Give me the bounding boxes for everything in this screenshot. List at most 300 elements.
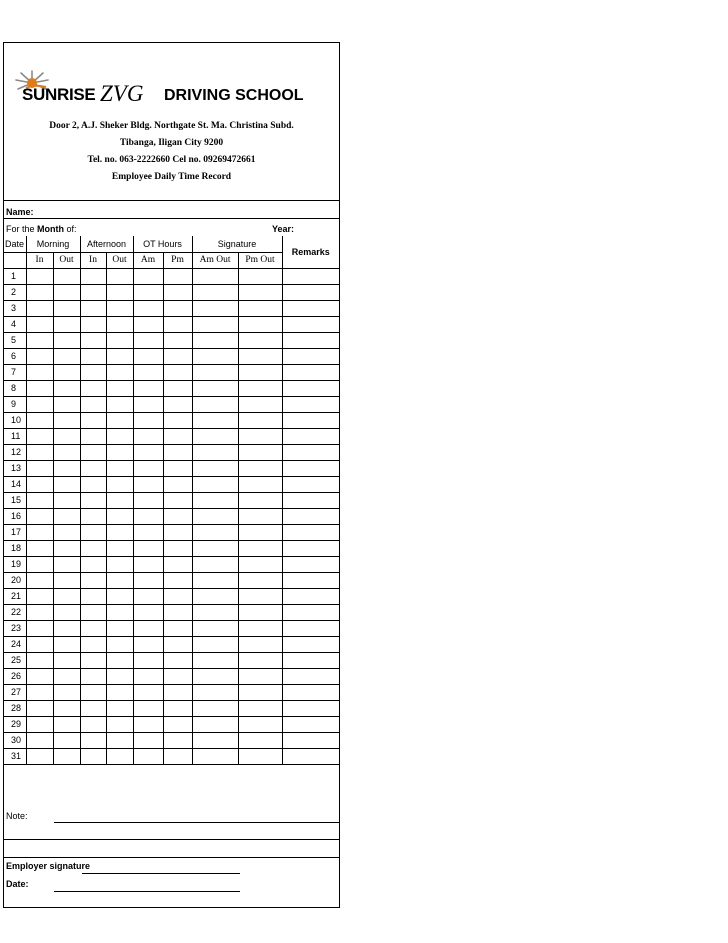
time-entry-cell[interactable] <box>80 668 106 684</box>
time-entry-cell[interactable] <box>133 652 163 668</box>
time-entry-cell[interactable] <box>133 636 163 652</box>
time-entry-cell[interactable] <box>133 364 163 380</box>
time-entry-cell[interactable] <box>192 556 238 572</box>
time-entry-cell[interactable] <box>106 460 133 476</box>
time-entry-cell[interactable] <box>282 636 339 652</box>
time-entry-cell[interactable] <box>163 364 192 380</box>
time-entry-cell[interactable] <box>80 300 106 316</box>
time-entry-cell[interactable] <box>282 668 339 684</box>
time-entry-cell[interactable] <box>106 588 133 604</box>
time-entry-cell[interactable] <box>133 284 163 300</box>
time-entry-cell[interactable] <box>163 620 192 636</box>
time-entry-cell[interactable] <box>133 348 163 364</box>
time-entry-cell[interactable] <box>133 268 163 284</box>
time-entry-cell[interactable] <box>192 476 238 492</box>
time-entry-cell[interactable] <box>238 332 282 348</box>
time-entry-cell[interactable] <box>26 444 53 460</box>
table-row <box>4 716 339 732</box>
time-entry-cell[interactable] <box>80 428 106 444</box>
month-field <box>6 224 77 234</box>
time-entry-cell[interactable] <box>26 380 53 396</box>
time-entry-cell[interactable] <box>106 348 133 364</box>
time-entry-cell[interactable] <box>163 524 192 540</box>
time-entry-cell[interactable] <box>26 476 53 492</box>
brand-sunrise: SUNRISE <box>22 85 96 104</box>
time-entry-cell[interactable] <box>133 428 163 444</box>
time-entry-cell[interactable] <box>106 364 133 380</box>
time-entry-cell[interactable] <box>163 748 192 764</box>
time-entry-cell[interactable] <box>192 412 238 428</box>
time-entry-cell[interactable] <box>106 524 133 540</box>
time-entry-cell[interactable] <box>238 572 282 588</box>
time-entry-cell[interactable] <box>106 652 133 668</box>
daily-time-record-table <box>4 236 339 765</box>
time-entry-cell[interactable] <box>53 316 80 332</box>
time-entry-cell[interactable] <box>238 396 282 412</box>
time-entry-cell[interactable] <box>238 556 282 572</box>
time-entry-cell[interactable] <box>282 732 339 748</box>
time-entry-cell[interactable] <box>282 716 339 732</box>
time-entry-cell[interactable] <box>80 620 106 636</box>
time-entry-cell[interactable] <box>192 636 238 652</box>
day-number: 20 <box>4 572 26 588</box>
time-entry-cell[interactable] <box>133 700 163 716</box>
time-entry-cell[interactable] <box>106 700 133 716</box>
time-entry-cell[interactable] <box>106 476 133 492</box>
time-entry-cell[interactable] <box>238 716 282 732</box>
time-entry-cell[interactable] <box>163 604 192 620</box>
time-entry-cell[interactable] <box>80 700 106 716</box>
time-entry-cell[interactable] <box>80 492 106 508</box>
time-entry-cell[interactable] <box>106 396 133 412</box>
time-entry-cell[interactable] <box>133 300 163 316</box>
time-entry-cell[interactable] <box>238 636 282 652</box>
time-entry-cell[interactable] <box>163 316 192 332</box>
time-entry-cell[interactable] <box>192 572 238 588</box>
time-entry-cell[interactable] <box>163 572 192 588</box>
time-entry-cell[interactable] <box>163 380 192 396</box>
time-entry-cell[interactable] <box>238 748 282 764</box>
time-entry-cell[interactable] <box>192 748 238 764</box>
time-entry-cell[interactable] <box>192 684 238 700</box>
time-entry-cell[interactable] <box>53 716 80 732</box>
time-entry-cell[interactable] <box>133 524 163 540</box>
time-entry-cell[interactable] <box>53 460 80 476</box>
time-entry-cell[interactable] <box>53 668 80 684</box>
time-entry-cell[interactable] <box>133 604 163 620</box>
time-entry-cell[interactable] <box>238 316 282 332</box>
time-entry-cell[interactable] <box>53 428 80 444</box>
time-entry-cell[interactable] <box>163 348 192 364</box>
time-entry-cell[interactable] <box>192 396 238 412</box>
time-entry-cell[interactable] <box>238 284 282 300</box>
time-entry-cell[interactable] <box>238 444 282 460</box>
time-entry-cell[interactable] <box>282 348 339 364</box>
time-entry-cell[interactable] <box>163 700 192 716</box>
time-entry-cell[interactable] <box>133 316 163 332</box>
time-entry-cell[interactable] <box>106 444 133 460</box>
time-entry-cell[interactable] <box>238 732 282 748</box>
time-entry-cell[interactable] <box>133 508 163 524</box>
time-entry-cell[interactable] <box>53 604 80 620</box>
time-entry-cell[interactable] <box>26 604 53 620</box>
time-entry-cell[interactable] <box>80 540 106 556</box>
time-entry-cell[interactable] <box>106 412 133 428</box>
time-entry-cell[interactable] <box>238 524 282 540</box>
time-entry-cell[interactable] <box>163 428 192 444</box>
time-entry-cell[interactable] <box>282 652 339 668</box>
time-entry-cell[interactable] <box>163 668 192 684</box>
time-entry-cell[interactable] <box>238 700 282 716</box>
time-entry-cell[interactable] <box>106 716 133 732</box>
time-entry-cell[interactable] <box>133 460 163 476</box>
time-entry-cell[interactable] <box>163 556 192 572</box>
time-entry-cell[interactable] <box>106 636 133 652</box>
time-entry-cell[interactable] <box>53 524 80 540</box>
time-entry-cell[interactable] <box>106 316 133 332</box>
time-entry-cell[interactable] <box>53 620 80 636</box>
time-entry-cell[interactable] <box>53 572 80 588</box>
time-entry-cell[interactable] <box>26 588 53 604</box>
time-entry-cell[interactable] <box>106 492 133 508</box>
time-entry-cell[interactable] <box>163 540 192 556</box>
time-entry-cell[interactable] <box>80 604 106 620</box>
time-entry-cell[interactable] <box>192 620 238 636</box>
time-entry-cell[interactable] <box>133 668 163 684</box>
time-entry-cell[interactable] <box>26 268 53 284</box>
time-entry-cell[interactable] <box>106 556 133 572</box>
time-entry-cell[interactable] <box>53 476 80 492</box>
time-entry-cell[interactable] <box>282 268 339 284</box>
time-entry-cell[interactable] <box>26 428 53 444</box>
time-entry-cell[interactable] <box>163 588 192 604</box>
time-entry-cell[interactable] <box>238 684 282 700</box>
time-entry-cell[interactable] <box>163 268 192 284</box>
time-entry-cell[interactable] <box>53 332 80 348</box>
time-entry-cell[interactable] <box>192 284 238 300</box>
time-entry-cell[interactable] <box>238 620 282 636</box>
time-entry-cell[interactable] <box>53 300 80 316</box>
brand-driving-school: DRIVING SCHOOL <box>164 87 304 104</box>
time-entry-cell[interactable] <box>80 732 106 748</box>
time-entry-cell[interactable] <box>26 668 53 684</box>
time-entry-cell[interactable] <box>106 604 133 620</box>
time-entry-cell[interactable] <box>26 748 53 764</box>
time-entry-cell[interactable] <box>53 588 80 604</box>
time-entry-cell[interactable] <box>26 652 53 668</box>
time-entry-cell[interactable] <box>192 316 238 332</box>
time-entry-cell[interactable] <box>163 492 192 508</box>
time-entry-cell[interactable] <box>26 316 53 332</box>
time-entry-cell[interactable] <box>80 316 106 332</box>
time-entry-cell[interactable] <box>80 364 106 380</box>
time-entry-cell[interactable] <box>163 444 192 460</box>
time-entry-cell[interactable] <box>282 700 339 716</box>
time-entry-cell[interactable] <box>53 540 80 556</box>
day-number: 9 <box>4 396 26 412</box>
time-entry-cell[interactable] <box>80 332 106 348</box>
time-entry-cell[interactable] <box>192 300 238 316</box>
time-entry-cell[interactable] <box>80 636 106 652</box>
time-entry-cell[interactable] <box>163 332 192 348</box>
time-entry-cell[interactable] <box>163 460 192 476</box>
time-entry-cell[interactable] <box>133 444 163 460</box>
time-entry-cell[interactable] <box>133 684 163 700</box>
time-entry-cell[interactable] <box>26 348 53 364</box>
time-entry-cell[interactable] <box>133 572 163 588</box>
time-entry-cell[interactable] <box>80 380 106 396</box>
time-entry-cell[interactable] <box>282 476 339 492</box>
time-entry-cell[interactable] <box>282 300 339 316</box>
time-entry-cell[interactable] <box>238 668 282 684</box>
time-entry-cell[interactable] <box>192 588 238 604</box>
time-entry-cell[interactable] <box>282 748 339 764</box>
time-entry-cell[interactable] <box>163 508 192 524</box>
time-entry-cell[interactable] <box>192 524 238 540</box>
time-entry-cell[interactable] <box>192 364 238 380</box>
ot-am-header: Am <box>133 252 163 268</box>
time-entry-cell[interactable] <box>192 428 238 444</box>
time-entry-cell[interactable] <box>53 284 80 300</box>
table-row <box>4 684 339 700</box>
time-entry-cell[interactable] <box>80 524 106 540</box>
time-entry-cell[interactable] <box>282 604 339 620</box>
time-entry-cell[interactable] <box>282 492 339 508</box>
time-entry-cell[interactable] <box>163 412 192 428</box>
time-entry-cell[interactable] <box>163 396 192 412</box>
time-entry-cell[interactable] <box>282 412 339 428</box>
time-entry-cell[interactable] <box>80 348 106 364</box>
time-entry-cell[interactable] <box>80 396 106 412</box>
time-entry-cell[interactable] <box>26 412 53 428</box>
time-entry-cell[interactable] <box>238 412 282 428</box>
time-entry-cell[interactable] <box>282 540 339 556</box>
time-entry-cell[interactable] <box>192 492 238 508</box>
time-entry-cell[interactable] <box>106 668 133 684</box>
time-entry-cell[interactable] <box>26 700 53 716</box>
time-entry-cell[interactable] <box>192 348 238 364</box>
time-entry-cell[interactable] <box>106 284 133 300</box>
date-line <box>54 891 240 892</box>
time-entry-cell[interactable] <box>282 508 339 524</box>
time-entry-cell[interactable] <box>26 556 53 572</box>
time-entry-cell[interactable] <box>26 364 53 380</box>
time-entry-cell[interactable] <box>80 716 106 732</box>
time-entry-cell[interactable] <box>26 492 53 508</box>
time-entry-cell[interactable] <box>106 380 133 396</box>
time-entry-cell[interactable] <box>192 732 238 748</box>
time-entry-cell[interactable] <box>163 300 192 316</box>
time-entry-cell[interactable] <box>80 588 106 604</box>
time-entry-cell[interactable] <box>238 508 282 524</box>
time-entry-cell[interactable] <box>238 348 282 364</box>
time-entry-cell[interactable] <box>192 332 238 348</box>
time-entry-cell[interactable] <box>106 332 133 348</box>
time-entry-cell[interactable] <box>238 428 282 444</box>
time-entry-cell[interactable] <box>106 508 133 524</box>
time-entry-cell[interactable] <box>192 268 238 284</box>
time-entry-cell[interactable] <box>238 300 282 316</box>
time-entry-cell[interactable] <box>26 460 53 476</box>
time-entry-cell[interactable] <box>238 380 282 396</box>
time-entry-cell[interactable] <box>163 284 192 300</box>
time-entry-cell[interactable] <box>133 748 163 764</box>
time-entry-cell[interactable] <box>26 684 53 700</box>
time-entry-cell[interactable] <box>53 380 80 396</box>
time-entry-cell[interactable] <box>106 732 133 748</box>
time-entry-cell[interactable] <box>53 732 80 748</box>
time-entry-cell[interactable] <box>282 572 339 588</box>
time-entry-cell[interactable] <box>53 444 80 460</box>
time-entry-cell[interactable] <box>192 700 238 716</box>
time-entry-cell[interactable] <box>106 572 133 588</box>
time-entry-cell[interactable] <box>26 572 53 588</box>
time-entry-cell[interactable] <box>238 492 282 508</box>
time-entry-cell[interactable] <box>53 700 80 716</box>
time-entry-cell[interactable] <box>163 476 192 492</box>
time-entry-cell[interactable] <box>80 508 106 524</box>
time-entry-cell[interactable] <box>192 652 238 668</box>
time-entry-cell[interactable] <box>80 460 106 476</box>
time-entry-cell[interactable] <box>282 444 339 460</box>
time-entry-cell[interactable] <box>163 684 192 700</box>
name-label: Name: <box>6 207 34 217</box>
time-entry-cell[interactable] <box>282 524 339 540</box>
time-entry-cell[interactable] <box>282 284 339 300</box>
time-entry-cell[interactable] <box>282 588 339 604</box>
time-entry-cell[interactable] <box>80 748 106 764</box>
time-entry-cell[interactable] <box>26 524 53 540</box>
time-entry-cell[interactable] <box>106 620 133 636</box>
time-entry-cell[interactable] <box>133 380 163 396</box>
time-entry-cell[interactable] <box>192 540 238 556</box>
time-entry-cell[interactable] <box>192 716 238 732</box>
time-entry-cell[interactable] <box>80 684 106 700</box>
time-entry-cell[interactable] <box>26 732 53 748</box>
time-entry-cell[interactable] <box>133 332 163 348</box>
time-entry-cell[interactable] <box>238 460 282 476</box>
time-entry-cell[interactable] <box>133 716 163 732</box>
time-entry-cell[interactable] <box>106 300 133 316</box>
time-entry-cell[interactable] <box>282 620 339 636</box>
time-entry-cell[interactable] <box>282 364 339 380</box>
time-entry-cell[interactable] <box>26 620 53 636</box>
time-entry-cell[interactable] <box>53 396 80 412</box>
time-entry-cell[interactable] <box>106 684 133 700</box>
time-entry-cell[interactable] <box>282 684 339 700</box>
time-entry-cell[interactable] <box>133 476 163 492</box>
time-entry-cell[interactable] <box>26 716 53 732</box>
time-entry-cell[interactable] <box>192 668 238 684</box>
time-entry-cell[interactable] <box>282 428 339 444</box>
time-entry-cell[interactable] <box>282 332 339 348</box>
time-entry-cell[interactable] <box>133 620 163 636</box>
time-entry-cell[interactable] <box>282 316 339 332</box>
time-entry-cell[interactable] <box>26 332 53 348</box>
form-title: Employee Daily Time Record <box>111 172 232 182</box>
time-entry-cell[interactable] <box>133 396 163 412</box>
time-entry-cell[interactable] <box>238 268 282 284</box>
time-entry-cell[interactable] <box>80 556 106 572</box>
time-entry-cell[interactable] <box>106 748 133 764</box>
time-entry-cell[interactable] <box>53 508 80 524</box>
time-entry-cell[interactable] <box>80 412 106 428</box>
time-entry-cell[interactable] <box>53 748 80 764</box>
time-entry-cell[interactable] <box>53 268 80 284</box>
table-row <box>4 460 339 476</box>
time-entry-cell[interactable] <box>80 476 106 492</box>
time-entry-cell[interactable] <box>53 348 80 364</box>
time-entry-cell[interactable] <box>282 396 339 412</box>
signature-header: Signature <box>192 236 282 252</box>
time-entry-cell[interactable] <box>26 396 53 412</box>
table-row <box>4 380 339 396</box>
day-number: 2 <box>4 284 26 300</box>
time-entry-cell[interactable] <box>53 492 80 508</box>
time-entry-cell[interactable] <box>238 540 282 556</box>
time-entry-cell[interactable] <box>238 652 282 668</box>
time-entry-cell[interactable] <box>53 556 80 572</box>
time-entry-cell[interactable] <box>106 268 133 284</box>
time-entry-cell[interactable] <box>26 508 53 524</box>
time-entry-cell[interactable] <box>133 412 163 428</box>
time-entry-cell[interactable] <box>26 540 53 556</box>
time-entry-cell[interactable] <box>163 636 192 652</box>
time-entry-cell[interactable] <box>163 732 192 748</box>
time-entry-cell[interactable] <box>80 572 106 588</box>
day-number: 15 <box>4 492 26 508</box>
time-entry-cell[interactable] <box>163 716 192 732</box>
time-entry-cell[interactable] <box>133 492 163 508</box>
time-entry-cell[interactable] <box>163 652 192 668</box>
time-entry-cell[interactable] <box>238 476 282 492</box>
time-entry-cell[interactable] <box>238 364 282 380</box>
time-entry-cell[interactable] <box>26 636 53 652</box>
time-entry-cell[interactable] <box>53 684 80 700</box>
date-subheader <box>4 252 26 268</box>
time-entry-cell[interactable] <box>53 364 80 380</box>
time-entry-cell[interactable] <box>133 556 163 572</box>
time-entry-cell[interactable] <box>80 284 106 300</box>
time-entry-cell[interactable] <box>80 652 106 668</box>
time-entry-cell[interactable] <box>26 284 53 300</box>
time-entry-cell[interactable] <box>106 540 133 556</box>
time-entry-cell[interactable] <box>192 380 238 396</box>
time-entry-cell[interactable] <box>192 604 238 620</box>
time-entry-cell[interactable] <box>53 636 80 652</box>
time-entry-cell[interactable] <box>282 460 339 476</box>
time-entry-cell[interactable] <box>53 652 80 668</box>
time-entry-cell[interactable] <box>133 588 163 604</box>
time-entry-cell[interactable] <box>192 460 238 476</box>
time-entry-cell[interactable] <box>192 444 238 460</box>
time-entry-cell[interactable] <box>106 428 133 444</box>
day-number: 3 <box>4 300 26 316</box>
time-entry-cell[interactable] <box>133 732 163 748</box>
time-entry-cell[interactable] <box>26 300 53 316</box>
time-entry-cell[interactable] <box>192 508 238 524</box>
time-entry-cell[interactable] <box>80 268 106 284</box>
time-entry-cell[interactable] <box>53 412 80 428</box>
time-entry-cell[interactable] <box>133 540 163 556</box>
time-entry-cell[interactable] <box>80 444 106 460</box>
time-entry-cell[interactable] <box>238 604 282 620</box>
time-entry-cell[interactable] <box>282 380 339 396</box>
time-entry-cell[interactable] <box>238 588 282 604</box>
day-number: 29 <box>4 716 26 732</box>
date-label: Date: <box>6 879 29 889</box>
time-entry-cell[interactable] <box>282 556 339 572</box>
